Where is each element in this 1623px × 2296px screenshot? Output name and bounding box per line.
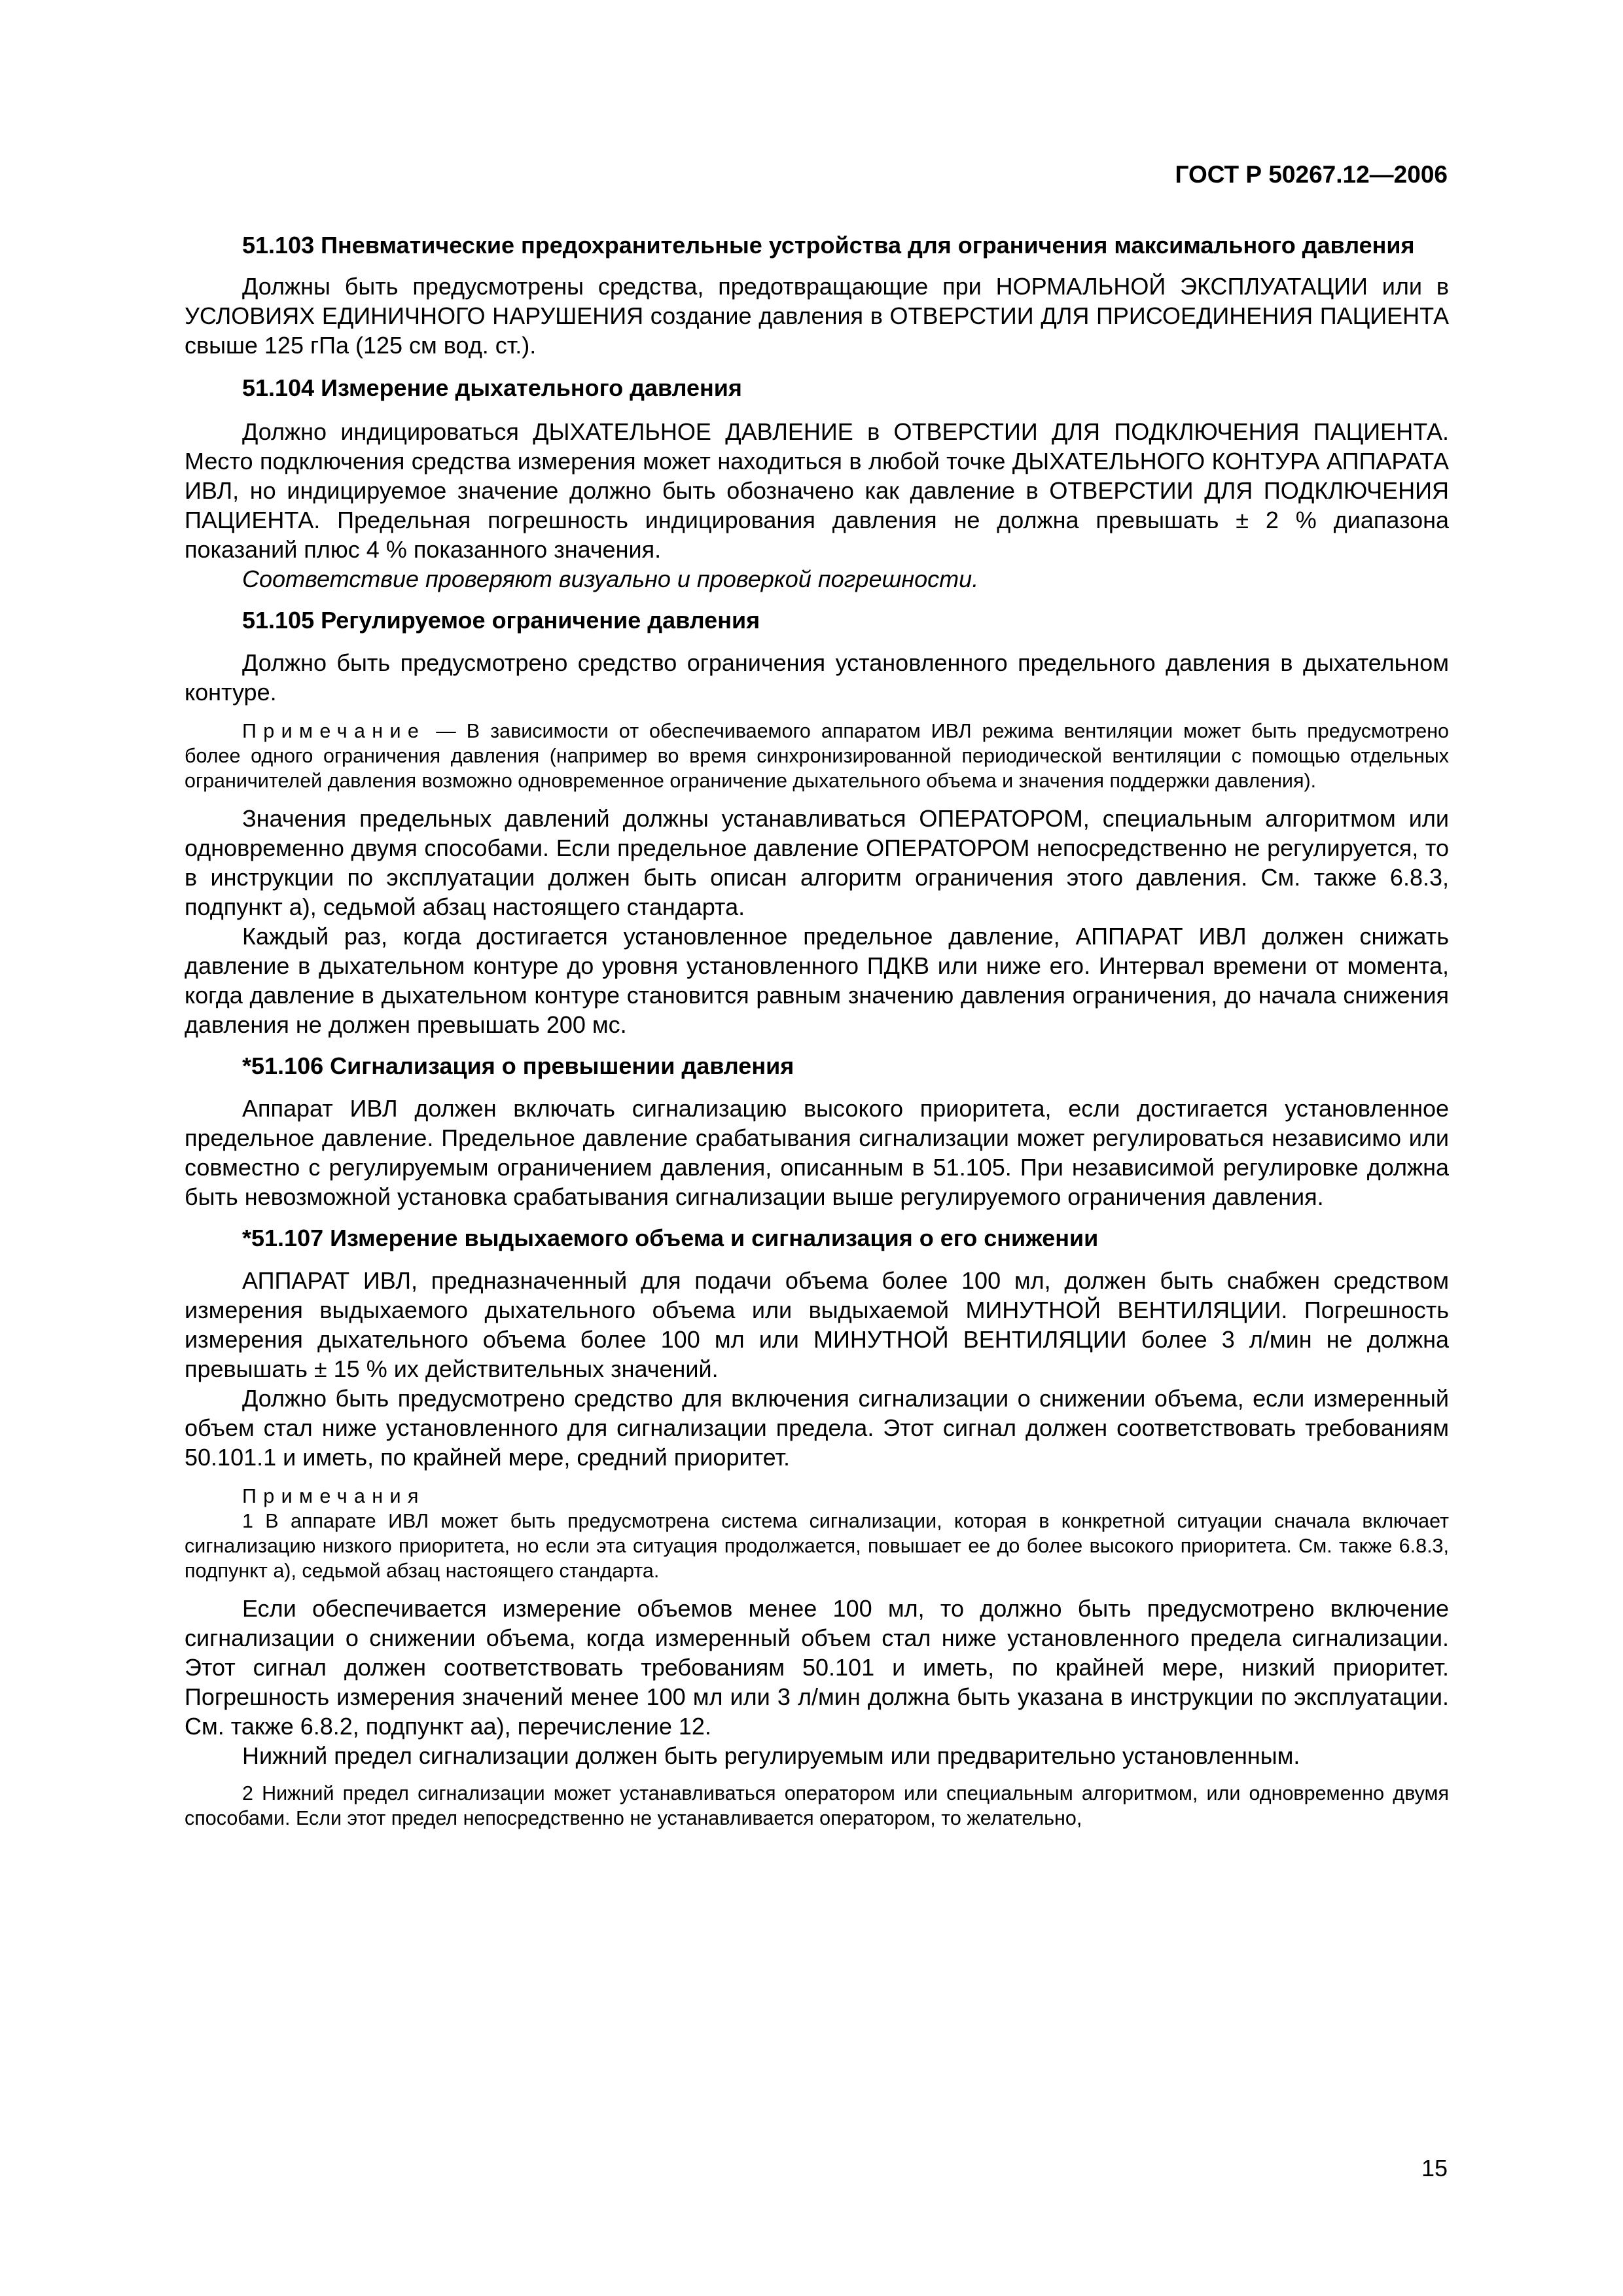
paragraph: Должно быть предусмотрено средство для включения сигнализации о снижении объема, если измеренный объем стал ниже установленного для сигнализации предела. Этот сигнал должен соответствовать требованиям 50.101.1 и иметь, по крайней мере, средний приоритет.: [185, 1385, 1449, 1471]
page-content: [185, 230, 1449, 1831]
page-number: 15: [1421, 2155, 1448, 2181]
paragraph: Нижний предел сигнализации должен быть регулируемым или предварительно установленным.: [242, 1742, 1300, 1769]
note: [185, 719, 1449, 793]
section-heading-51-107: *51.107 Измерение выдыхаемого объема и сигнализация о его снижении: [242, 1225, 1099, 1251]
paragraph: Должно индицироваться ДЫХАТЕЛЬНОЕ ДАВЛЕНИЕ в ОТВЕРСТИИ ДЛЯ ПОДКЛЮЧЕНИЯ ПАЦИЕНТА. Место подключения средства измерения может находиться в любой точке ДЫХАТЕЛЬНОГО КОНТУРА АППАРАТА ИВЛ, но индицируемое значение должно быть обозначено как давление в ОТВЕРСТИИ ДЛЯ ПОДКЛЮЧЕНИЯ ПАЦИЕНТА. Предельная погрешность индицирования давления не должна превышать ± 2 % диапазона показаний плюс 4 % показанного значения.: [185, 418, 1449, 563]
note-label: Примечание: [242, 720, 426, 742]
section-heading-51-103: 51.103 Пневматические предохранительные устройства для ограничения максимального давления: [242, 232, 1415, 259]
paragraph: Должны быть предусмотрены средства, предотвращающие при НОРМАЛЬНОЙ ЭКСПЛУАТАЦИИ или в УСЛОВИЯХ ЕДИНИЧНОГО НАРУШЕНИЯ создание давления в ОТВЕРСТИИ ДЛЯ ПРИСОЕДИНЕНИЯ ПАЦИЕНТА свыше 125 гПа (125 см вод. ст.).: [185, 273, 1449, 359]
paragraph: Аппарат ИВЛ должен включать сигнализацию высокого приоритета, если достигается установленное предельное давление. Предельное давление срабатывания сигнализации может регулироваться независимо или совместно с регулируемым ограничением давления, описанным в 51.105. При независимой регулировке должна быть невозможной установка срабатывания сигнализации выше регулируемого ограничения давления.: [185, 1095, 1449, 1210]
section-heading-51-104: 51.104 Измерение дыхательного давления: [242, 374, 742, 401]
paragraph: Если обеспечивается измерение объемов менее 100 мл, то должно быть предусмотрено включение сигнализации о снижении объема, когда измеренный объем стал ниже установленного предела сигнализации. Этот сигнал должен соответствовать требованиям 50.101 и иметь, по крайней мере, низкий приоритет. Погрешность измерения значений менее 100 мл или 3 л/мин должна быть указана в инструкции по эксплуатации. См. также 6.8.2, подпункт аа), перечисление 12.: [185, 1595, 1449, 1740]
compliance-check: Соответствие проверяют визуально и проверкой погрешности.: [242, 565, 979, 592]
standard-code: ГОСТ Р 50267.12—2006: [1175, 161, 1448, 188]
paragraph: Значения предельных давлений должны устанавливаться ОПЕРАТОРОМ, специальным алгоритмом или одновременно двумя способами. Если предельное давление ОПЕРАТОРОМ непосредственно не регулируется, то в инструкции по эксплуатации должен быть описан алгоритм ограничения этого давления. См. также 6.8.3, подпункт а), седьмой абзац настоящего стандарта.: [185, 805, 1449, 920]
paragraph: АППАРАТ ИВЛ, предназначенный для подачи объема более 100 мл, должен быть снабжен средством измерения выдыхаемого дыхательного объема или выдыхаемой МИНУТНОЙ ВЕНТИЛЯЦИИ. Погрешность измерения дыхательного объема более 100 мл или МИНУТНОЙ ВЕНТИЛЯЦИИ более 3 л/мин не должна превышать ± 15 % их действительных значений.: [185, 1267, 1449, 1382]
note-item-2: 2 Нижний предел сигнализации может устанавливаться оператором или специальным алгоритмом, или одновременно двумя способами. Если этот предел непосредственно не устанавливается оператором, то желательно,: [185, 1782, 1449, 1829]
note-item-1: 1 В аппарате ИВЛ может быть предусмотрена система сигнализации, которая в конкретной ситуации сначала включает сигнализацию низкого приоритета, но если эта ситуация продолжается, повышает ее до более высокого приоритета. См. также 6.8.3, подпункт а), седьмой абзац настоящего стандарта.: [185, 1510, 1449, 1582]
note-text: — В зависимости от обеспечиваемого аппаратом ИВЛ режима вентиляции может быть предусмотрено более одного ограничения давления (например во время синхронизированной периодической вентиляции с помощью отдельных ограничителей давления возможно одновременное ограничение дыхательного объема и значения поддержки давления).: [185, 720, 1449, 792]
notes-heading: Примечания: [242, 1485, 425, 1507]
paragraph: Должно быть предусмотрено средство ограничения установленного предельного давления в дыхательном контуре.: [185, 649, 1449, 706]
section-heading-51-105: 51.105 Регулируемое ограничение давления: [242, 607, 760, 634]
paragraph: Каждый раз, когда достигается установленное предельное давление, АППАРАТ ИВЛ должен снижать давление в дыхательном контуре до уровня установленного ПДКВ или ниже его. Интервал времени от момента, когда давление в дыхательном контуре становится равным значению давления ограничения, до начала снижения давления не должен превышать 200 мс.: [185, 923, 1449, 1038]
section-heading-51-106: *51.106 Сигнализация о превышении давления: [242, 1052, 794, 1079]
